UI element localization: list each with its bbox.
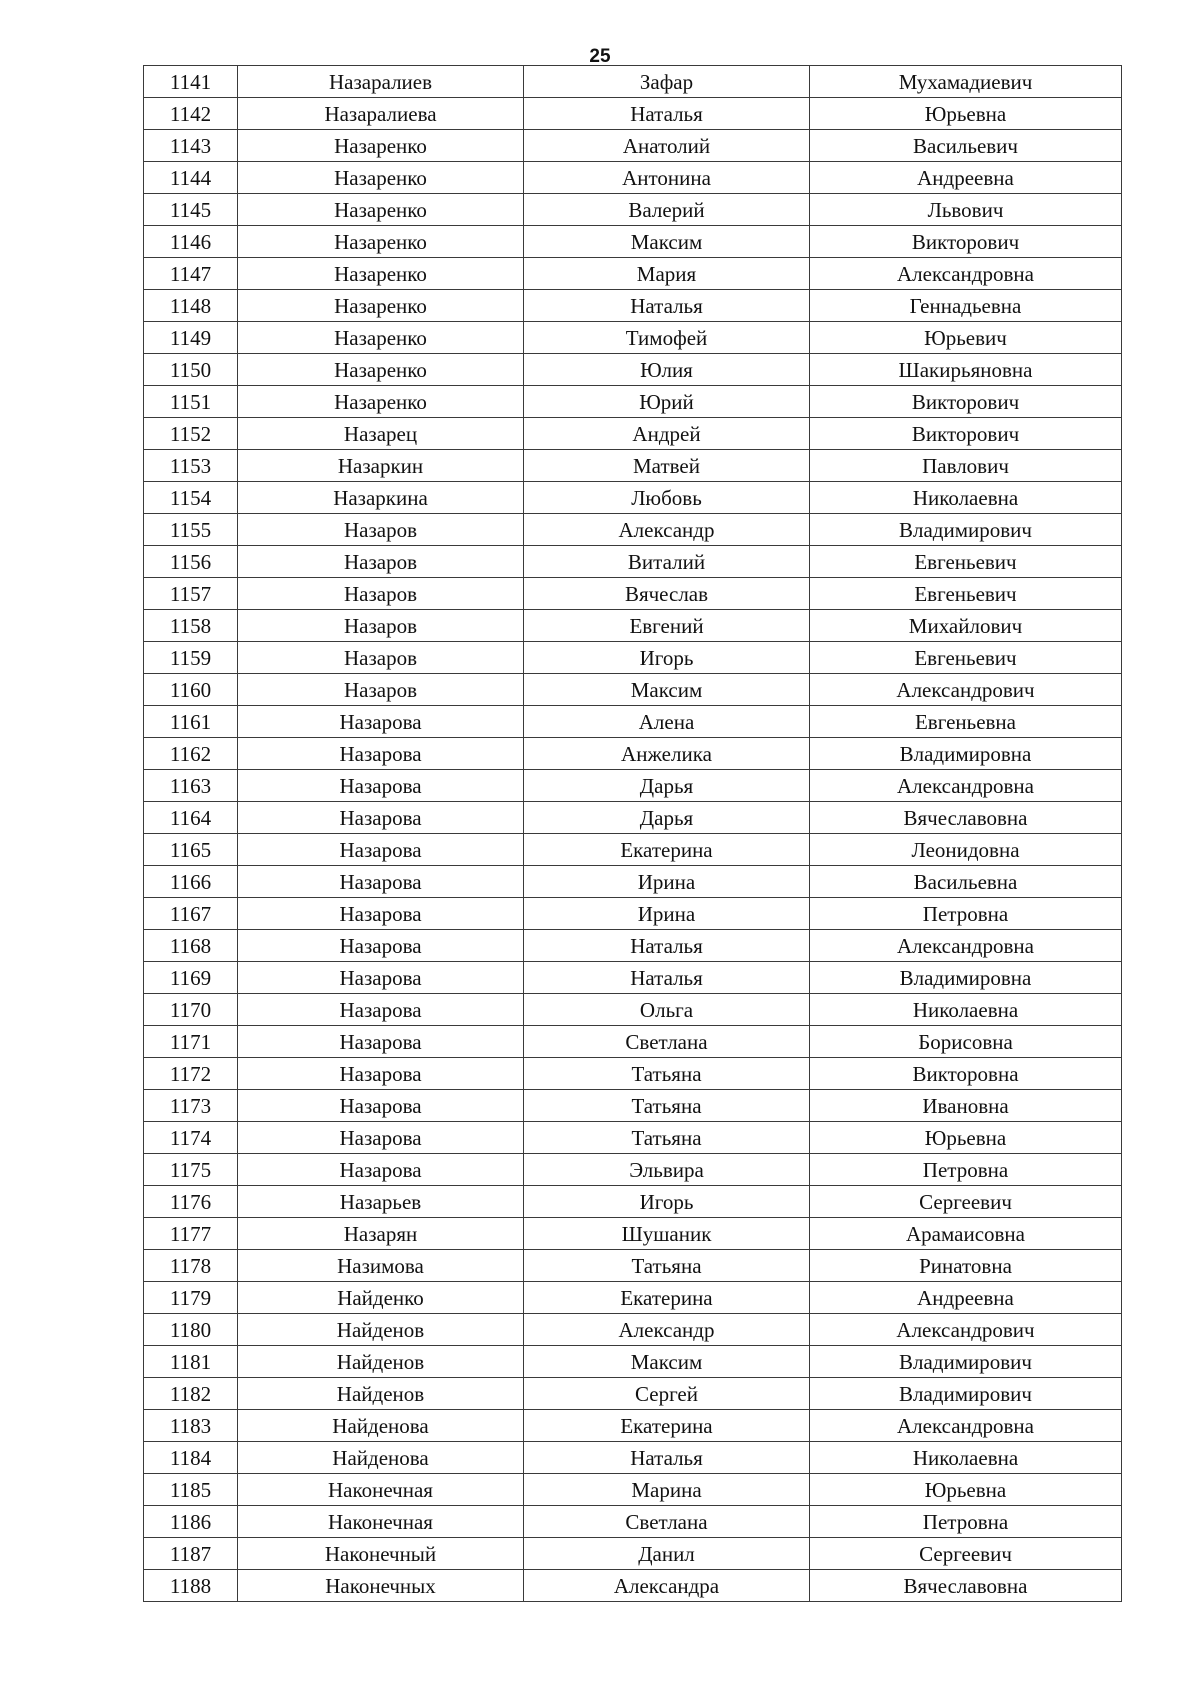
row-number-cell: 1144 (144, 162, 238, 194)
last-name-cell: Назарова (238, 770, 524, 802)
row-number-cell: 1181 (144, 1346, 238, 1378)
row-number-cell: 1176 (144, 1186, 238, 1218)
table-row (144, 738, 1122, 770)
patronymic-cell: Александровна (810, 1410, 1122, 1442)
patronymic-cell: Ринатовна (810, 1250, 1122, 1282)
first-name-cell: Максим (524, 674, 810, 706)
row-number-cell: 1160 (144, 674, 238, 706)
name-list-body (144, 66, 1122, 1602)
table-row (144, 290, 1122, 322)
last-name-cell: Найденов (238, 1314, 524, 1346)
row-number-cell: 1162 (144, 738, 238, 770)
table-row (144, 898, 1122, 930)
first-name-cell: Шушаник (524, 1218, 810, 1250)
patronymic-cell: Владимировна (810, 962, 1122, 994)
table-row (144, 1154, 1122, 1186)
table-row (144, 962, 1122, 994)
row-number-cell: 1152 (144, 418, 238, 450)
table-row (144, 130, 1122, 162)
row-number-cell: 1165 (144, 834, 238, 866)
row-number-cell: 1183 (144, 1410, 238, 1442)
last-name-cell: Назарова (238, 1026, 524, 1058)
patronymic-cell: Николаевна (810, 1442, 1122, 1474)
first-name-cell: Игорь (524, 1186, 810, 1218)
first-name-cell: Евгений (524, 610, 810, 642)
last-name-cell: Назаренко (238, 322, 524, 354)
patronymic-cell: Арамаисовна (810, 1218, 1122, 1250)
first-name-cell: Алена (524, 706, 810, 738)
row-number-cell: 1141 (144, 66, 238, 98)
first-name-cell: Эльвира (524, 1154, 810, 1186)
last-name-cell: Найденов (238, 1346, 524, 1378)
row-number-cell: 1153 (144, 450, 238, 482)
last-name-cell: Назаров (238, 546, 524, 578)
first-name-cell: Тимофей (524, 322, 810, 354)
last-name-cell: Назимова (238, 1250, 524, 1282)
row-number-cell: 1146 (144, 226, 238, 258)
last-name-cell: Назаров (238, 674, 524, 706)
patronymic-cell: Павлович (810, 450, 1122, 482)
last-name-cell: Назарова (238, 802, 524, 834)
row-number-cell: 1185 (144, 1474, 238, 1506)
patronymic-cell: Евгеньевич (810, 546, 1122, 578)
last-name-cell: Назарова (238, 866, 524, 898)
patronymic-cell: Викторович (810, 226, 1122, 258)
patronymic-cell: Николаевна (810, 482, 1122, 514)
row-number-cell: 1178 (144, 1250, 238, 1282)
patronymic-cell: Петровна (810, 898, 1122, 930)
patronymic-cell: Владимирович (810, 1378, 1122, 1410)
row-number-cell: 1155 (144, 514, 238, 546)
last-name-cell: Назаренко (238, 162, 524, 194)
last-name-cell: Назарова (238, 1058, 524, 1090)
patronymic-cell: Васильевна (810, 866, 1122, 898)
last-name-cell: Назарец (238, 418, 524, 450)
table-row (144, 930, 1122, 962)
last-name-cell: Назарова (238, 834, 524, 866)
table-row (144, 546, 1122, 578)
row-number-cell: 1161 (144, 706, 238, 738)
first-name-cell: Светлана (524, 1026, 810, 1058)
row-number-cell: 1179 (144, 1282, 238, 1314)
table-row (144, 1186, 1122, 1218)
table-row (144, 1474, 1122, 1506)
last-name-cell: Назаркин (238, 450, 524, 482)
last-name-cell: Назарова (238, 706, 524, 738)
row-number-cell: 1187 (144, 1538, 238, 1570)
table-row (144, 994, 1122, 1026)
table-row (144, 578, 1122, 610)
table-row (144, 514, 1122, 546)
table-row (144, 1442, 1122, 1474)
row-number-cell: 1150 (144, 354, 238, 386)
first-name-cell: Мария (524, 258, 810, 290)
table-row (144, 1410, 1122, 1442)
row-number-cell: 1142 (144, 98, 238, 130)
patronymic-cell: Шакирьяновна (810, 354, 1122, 386)
last-name-cell: Назарова (238, 994, 524, 1026)
patronymic-cell: Петровна (810, 1506, 1122, 1538)
last-name-cell: Назаралиева (238, 98, 524, 130)
patronymic-cell: Александрович (810, 674, 1122, 706)
last-name-cell: Наконечная (238, 1506, 524, 1538)
first-name-cell: Александр (524, 514, 810, 546)
first-name-cell: Любовь (524, 482, 810, 514)
row-number-cell: 1157 (144, 578, 238, 610)
last-name-cell: Найденова (238, 1442, 524, 1474)
table-row (144, 706, 1122, 738)
table-row (144, 1218, 1122, 1250)
table-row (144, 1090, 1122, 1122)
row-number-cell: 1147 (144, 258, 238, 290)
first-name-cell: Наталья (524, 930, 810, 962)
patronymic-cell: Леонидовна (810, 834, 1122, 866)
patronymic-cell: Мухамадиевич (810, 66, 1122, 98)
first-name-cell: Татьяна (524, 1250, 810, 1282)
row-number-cell: 1145 (144, 194, 238, 226)
table-row (144, 866, 1122, 898)
patronymic-cell: Александровна (810, 258, 1122, 290)
first-name-cell: Андрей (524, 418, 810, 450)
first-name-cell: Виталий (524, 546, 810, 578)
first-name-cell: Ирина (524, 898, 810, 930)
table-row (144, 770, 1122, 802)
first-name-cell: Анатолий (524, 130, 810, 162)
row-number-cell: 1143 (144, 130, 238, 162)
row-number-cell: 1164 (144, 802, 238, 834)
row-number-cell: 1168 (144, 930, 238, 962)
name-list-table (143, 65, 1122, 1602)
first-name-cell: Татьяна (524, 1090, 810, 1122)
patronymic-cell: Борисовна (810, 1026, 1122, 1058)
last-name-cell: Наконечных (238, 1570, 524, 1602)
first-name-cell: Татьяна (524, 1122, 810, 1154)
table-row (144, 1506, 1122, 1538)
last-name-cell: Назаров (238, 610, 524, 642)
table-row (144, 1122, 1122, 1154)
row-number-cell: 1151 (144, 386, 238, 418)
last-name-cell: Назарова (238, 1090, 524, 1122)
patronymic-cell: Николаевна (810, 994, 1122, 1026)
row-number-cell: 1154 (144, 482, 238, 514)
row-number-cell: 1158 (144, 610, 238, 642)
patronymic-cell: Евгеньевич (810, 578, 1122, 610)
row-number-cell: 1182 (144, 1378, 238, 1410)
table-row (144, 1282, 1122, 1314)
table-row (144, 322, 1122, 354)
last-name-cell: Назарова (238, 1154, 524, 1186)
row-number-cell: 1177 (144, 1218, 238, 1250)
table-row (144, 674, 1122, 706)
first-name-cell: Валерий (524, 194, 810, 226)
row-number-cell: 1148 (144, 290, 238, 322)
row-number-cell: 1170 (144, 994, 238, 1026)
last-name-cell: Найденова (238, 1410, 524, 1442)
first-name-cell: Екатерина (524, 1282, 810, 1314)
table-row (144, 1026, 1122, 1058)
patronymic-cell: Вячеславовна (810, 802, 1122, 834)
first-name-cell: Наталья (524, 962, 810, 994)
last-name-cell: Назаралиев (238, 66, 524, 98)
last-name-cell: Назаренко (238, 226, 524, 258)
first-name-cell: Юлия (524, 354, 810, 386)
first-name-cell: Наталья (524, 290, 810, 322)
last-name-cell: Назаренко (238, 194, 524, 226)
patronymic-cell: Юрьевна (810, 1474, 1122, 1506)
first-name-cell: Антонина (524, 162, 810, 194)
first-name-cell: Наталья (524, 1442, 810, 1474)
patronymic-cell: Ивановна (810, 1090, 1122, 1122)
first-name-cell: Максим (524, 226, 810, 258)
first-name-cell: Екатерина (524, 1410, 810, 1442)
first-name-cell: Ирина (524, 866, 810, 898)
first-name-cell: Ольга (524, 994, 810, 1026)
last-name-cell: Назаров (238, 642, 524, 674)
last-name-cell: Назарян (238, 1218, 524, 1250)
last-name-cell: Назарова (238, 898, 524, 930)
row-number-cell: 1173 (144, 1090, 238, 1122)
first-name-cell: Наталья (524, 98, 810, 130)
row-number-cell: 1163 (144, 770, 238, 802)
row-number-cell: 1180 (144, 1314, 238, 1346)
patronymic-cell: Александровна (810, 930, 1122, 962)
last-name-cell: Наконечный (238, 1538, 524, 1570)
patronymic-cell: Викторович (810, 386, 1122, 418)
table-row (144, 1570, 1122, 1602)
first-name-cell: Вячеслав (524, 578, 810, 610)
last-name-cell: Назаренко (238, 386, 524, 418)
row-number-cell: 1156 (144, 546, 238, 578)
table-row (144, 418, 1122, 450)
patronymic-cell: Васильевич (810, 130, 1122, 162)
first-name-cell: Сергей (524, 1378, 810, 1410)
patronymic-cell: Михайлович (810, 610, 1122, 642)
page-number: 25 (589, 46, 611, 67)
last-name-cell: Найденко (238, 1282, 524, 1314)
first-name-cell: Анжелика (524, 738, 810, 770)
last-name-cell: Назаренко (238, 354, 524, 386)
patronymic-cell: Львович (810, 194, 1122, 226)
table-row (144, 1538, 1122, 1570)
first-name-cell: Максим (524, 1346, 810, 1378)
last-name-cell: Назаров (238, 514, 524, 546)
table-row (144, 194, 1122, 226)
patronymic-cell: Сергеевич (810, 1186, 1122, 1218)
table-row (144, 1346, 1122, 1378)
patronymic-cell: Владимировна (810, 738, 1122, 770)
first-name-cell: Зафар (524, 66, 810, 98)
first-name-cell: Екатерина (524, 834, 810, 866)
row-number-cell: 1171 (144, 1026, 238, 1058)
patronymic-cell: Юрьевна (810, 98, 1122, 130)
row-number-cell: 1184 (144, 1442, 238, 1474)
first-name-cell: Александр (524, 1314, 810, 1346)
table-row (144, 642, 1122, 674)
table-row (144, 834, 1122, 866)
table-row (144, 1250, 1122, 1282)
table-row (144, 1314, 1122, 1346)
row-number-cell: 1172 (144, 1058, 238, 1090)
row-number-cell: 1166 (144, 866, 238, 898)
last-name-cell: Назаренко (238, 258, 524, 290)
patronymic-cell: Александровна (810, 770, 1122, 802)
first-name-cell: Дарья (524, 802, 810, 834)
row-number-cell: 1167 (144, 898, 238, 930)
table-row (144, 482, 1122, 514)
patronymic-cell: Сергеевич (810, 1538, 1122, 1570)
patronymic-cell: Юрьевна (810, 1122, 1122, 1154)
patronymic-cell: Геннадьевна (810, 290, 1122, 322)
first-name-cell: Данил (524, 1538, 810, 1570)
table-row (144, 66, 1122, 98)
last-name-cell: Назарова (238, 962, 524, 994)
table-row (144, 386, 1122, 418)
table-row (144, 450, 1122, 482)
first-name-cell: Игорь (524, 642, 810, 674)
first-name-cell: Татьяна (524, 1058, 810, 1090)
last-name-cell: Назаренко (238, 290, 524, 322)
last-name-cell: Назарова (238, 930, 524, 962)
table-row (144, 1378, 1122, 1410)
row-number-cell: 1188 (144, 1570, 238, 1602)
table-row (144, 610, 1122, 642)
patronymic-cell: Евгеньевна (810, 706, 1122, 738)
table-row (144, 258, 1122, 290)
last-name-cell: Наконечная (238, 1474, 524, 1506)
last-name-cell: Назаров (238, 578, 524, 610)
table-row (144, 226, 1122, 258)
patronymic-cell: Владимирович (810, 1346, 1122, 1378)
first-name-cell: Александра (524, 1570, 810, 1602)
table-row (144, 1058, 1122, 1090)
first-name-cell: Матвей (524, 450, 810, 482)
first-name-cell: Юрий (524, 386, 810, 418)
first-name-cell: Светлана (524, 1506, 810, 1538)
patronymic-cell: Вячеславовна (810, 1570, 1122, 1602)
table-row (144, 162, 1122, 194)
last-name-cell: Назаркина (238, 482, 524, 514)
last-name-cell: Назаренко (238, 130, 524, 162)
table-row (144, 802, 1122, 834)
table-row (144, 98, 1122, 130)
patronymic-cell: Петровна (810, 1154, 1122, 1186)
patronymic-cell: Евгеньевич (810, 642, 1122, 674)
first-name-cell: Марина (524, 1474, 810, 1506)
row-number-cell: 1169 (144, 962, 238, 994)
patronymic-cell: Александрович (810, 1314, 1122, 1346)
patronymic-cell: Викторович (810, 418, 1122, 450)
last-name-cell: Назарова (238, 738, 524, 770)
last-name-cell: Назарова (238, 1122, 524, 1154)
row-number-cell: 1175 (144, 1154, 238, 1186)
patronymic-cell: Владимирович (810, 514, 1122, 546)
last-name-cell: Назарьев (238, 1186, 524, 1218)
first-name-cell: Дарья (524, 770, 810, 802)
row-number-cell: 1149 (144, 322, 238, 354)
row-number-cell: 1159 (144, 642, 238, 674)
table-row (144, 354, 1122, 386)
patronymic-cell: Андреевна (810, 162, 1122, 194)
patronymic-cell: Викторовна (810, 1058, 1122, 1090)
row-number-cell: 1186 (144, 1506, 238, 1538)
patronymic-cell: Андреевна (810, 1282, 1122, 1314)
row-number-cell: 1174 (144, 1122, 238, 1154)
last-name-cell: Найденов (238, 1378, 524, 1410)
patronymic-cell: Юрьевич (810, 322, 1122, 354)
